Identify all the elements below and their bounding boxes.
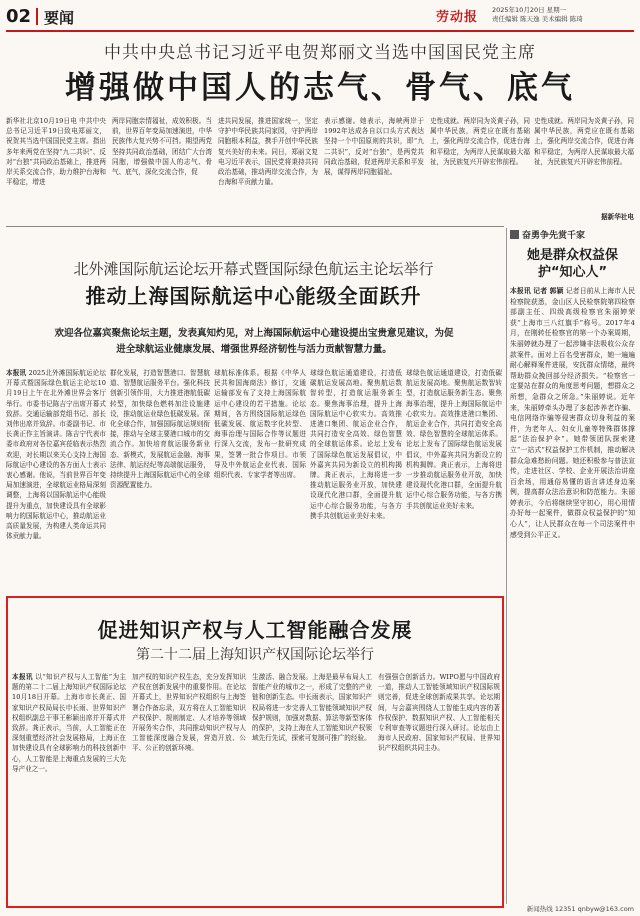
header-meta-date: 2025年10月20日 星期一 <box>492 6 567 14</box>
article2-column: 本报讯 2025北外滩国际航运论坛开幕式暨国际绿色航运主论坛10月19日上午在北外滩世界会客厅举行。市委书记陈吉宁出席开幕式致辞。交通运输部党组书记、部长刘伟出席并致辞。市委副书记、市长龚正作主旨演讲。陈吉宁代表市委市政府对各位嘉宾莅临表示热烈欢迎，对长期以来关心支持上海国际航运中心建设的各方面人士表示衷心感谢。他说，当前世界百年变局加速演进，全球航运业格局深刻调整，上海将以国际航运中心能级提升为重点，加快建设具有全球影响力的国际航运中心，推动航运业高质量发展，为构建人类命运共同体贡献力量。 <box>6 369 106 541</box>
article2-column: 球绿色航运通道建设，打造低碳航运发展高地。聚焦航运数智转型，打造航运服务新生态。聚焦海事治理，提升上海国际航运中心软实力。高效推进港口集团、航运企业合作，共同打造安全高效、绿色智慧的全球航运体系。论坛上发布了国际绿色航运发展倡议，中外嘉宾共同为新设立的机构揭牌。龚正表示，上海将进一步推动航运服务业开放，加快建设现代化港口群，全面提升航运中心综合服务功能，与各方携手共创航运业美好未来。 <box>310 369 402 520</box>
right-section-header <box>510 228 635 242</box>
section-rule <box>6 226 504 227</box>
article1-column: 史性成就。两岸同为炎黄子孙，同属中华民族，两党应在既有基础上，强化两岸交流合作，促进台海和平稳定，为两岸人民谋取最大福祉，为民族复兴开辟宏伟前程。 <box>430 117 530 166</box>
page-header <box>6 4 634 30</box>
article3-column: 生激活、融合发展。上海是最早布局人工智能产业的城市之一，形成了完整的产业链和创新生态。申长雨表示，国家知识产权局将进一步完善人工智能领域知识产权保护规则，加强对数据、算法等新型客体的保护，支持上海在人工智能知识产权领域先行先试，探索可复制可推广的经验。 <box>252 673 372 743</box>
article2-headline: 推动上海国际航运中心能级全面跃升 <box>85 284 422 308</box>
article2-column: 球航标准体系。根据《中华人民共和国海商法》修订，交通运输部发布了支持上海国际航运中心建设的若干措施。论坛期间，各方围绕国际航运绿色低碳发展、航运数字化转型、海事治理与国际合作等议题进行深入交流，发布一批研究成果，签署一批合作项目。市领导及中外航运企业代表、国际组织代表、专家学者等出席。 <box>214 369 306 480</box>
article3-column: 加产权的知识产权生态，充分发挥知识产权在创新发展中的重要作用。在论坛开幕式上，世界知识产权组织与上海签署合作备忘录，双方将在人工智能知识产权保护、规则制定、人才培养等领域开展务实合作，共同推动知识产权与人工智能深度融合发展，营造开放、公平、公正的创新环境。 <box>132 673 246 753</box>
article3-column: 有强强合创新活力。WIPO愿与中国政府一道，推动人工智能领域知识产权国际规则完善，促进全球创新成果共享。论坛期间，与会嘉宾围绕人工智能生成内容的著作权保护、数据知识产权、人工智能相关专利审查等议题进行深入研讨。论坛由上海市人民政府、国家知识产权局、世界知识产权组织共同主办。 <box>378 673 500 753</box>
article3-headline: 促进知识产权与人工智能融合发展 <box>97 618 413 642</box>
article1-kicker: 中共中央总书记习近平电贺郑丽文当选中国国民党主席 <box>104 43 536 63</box>
right-section-label: 奋勇争先赏千家 <box>522 231 586 241</box>
masthead-logo: 劳动报 <box>436 10 479 25</box>
article1-column: 进共同发展，推进国家统一，坚定守护中华民族共同家园，守护两岸同胞根本利益，携手开创中华民族复兴美好的未来。同日，郑丽文复电习近平表示，国民党将秉持共同政治基础，推动两岸交流合作，为台海和平贡献力量。 <box>218 117 318 187</box>
article2-kicker: 北外滩国际航运论坛开幕式暨国际绿色航运主论坛举行 <box>73 260 434 278</box>
right-article-body: 本报讯 记者 郭颖 记者日前从上海市人民检察院获悉，金山区人民检察院第四检察部副主任、四级高级检察官朱丽婷荣获“上海市三八红旗手”称号。2017年4月，在刚转任检察官的第一个办案周期，朱丽婷就办理了一起涉嫌非法吸收公众存款案件。面对上百名受害群众，她一遍遍耐心解释案件进展，安抚群众情绪，最终帮助群众挽回部分经济损失。“检察官一定要站在群众的角度思考问题，想群众之所想，急群众之所急。”朱丽婷说。近年来，朱丽婷牵头办理了多起涉养老诈骗、电信网络诈骗等侵害群众切身利益的案件，为老年人、妇女儿童等特殊群体撑起“法治保护伞”。她带领团队探索建立“一站式”权益保护工作机制，推动解决群众急难愁盼问题。她还积极参与普法宣传，走进社区、学校、企业开展法治讲座百余场，用通俗易懂的语言讲述身边案例，提高群众法治意识和防范能力。朱丽婷表示，今后将继续坚守初心，用心用情办好每一起案件，做群众权益保护的“知心人”，让人民群众在每一个司法案件中感受到公平正义。 <box>510 287 635 539</box>
article2-column: 球绿色航运通道建设，打造低碳航运发展高地。聚焦航运数智转型，打造航运服务新生态。聚焦海事治理，提升上海国际航运中心软实力。高效推进港口集团、航运企业合作，共同打造安全高效、绿色智慧的全球航运体系。论坛上发布了国际绿色航运发展倡议，中外嘉宾共同为新设立的机构揭牌。龚正表示，上海将进一步推动航运服务业开放，加快建设现代化港口群，全面提升航运中心综合服务功能，与各方携手共创航运业美好未来。 <box>406 369 502 510</box>
article1-column: 两岸同胞亲情福祉，成效积极。当前，世界百年变局加速演进，中华民族伟大复兴势不可挡。期望两党坚持共同政治基础，团结广大台湾同胞，增强做中国人的志气、骨气、底气，深化交流合作，促 <box>112 117 212 177</box>
section-name: 要闻 <box>44 9 75 27</box>
article3-kicker: 第二十二届上海知识产权国际论坛举行 <box>136 647 374 663</box>
article1-headline: 增强做中国人的志气、骨气、底气 <box>65 70 575 106</box>
article1-column: 史性成就。两岸同为炎黄子孙，同属中华民族，两党应在既有基础上，强化两岸交流合作，促进台海和平稳定，为两岸人民谋取最大福祉，为民族复兴开辟宏伟前程。 <box>534 117 634 166</box>
article1-column: 新华社北京10月19日电 中共中央总书记习近平19日致电郑丽文，祝贺其当选中国国民党主席。指出多年来两党在坚持“九二共识”、反对“台独”共同政治基础上，推进两岸关系交流合作，助力维护台海和平稳定，增进 <box>6 117 106 187</box>
page-footer: 新闻热线 12351 qnbyw@163.com <box>526 905 634 913</box>
column-divider <box>506 228 507 904</box>
header-rule <box>6 30 634 32</box>
header-meta <box>492 6 640 23</box>
section-marker-icon <box>510 230 519 239</box>
right-article-title: 她是群众权益保护“知心人” <box>526 248 618 280</box>
article2-column: 群化发展，打造智慧港口、智慧航道、智慧航运服务平台。强化科技创新引领作用，大力推进港航低碳转型，加快绿色燃料加注设施建设，推动航运业绿色低碳发展。深化全球合作，加强国际航运规则衔接，推动与全球主要港口城市的交流合作。加快培育航运服务新业态、新模式，发展航运金融、海事法律、航运经纪等高端航运服务，持续提升上海国际航运中心的全球资源配置能力。 <box>110 369 210 490</box>
header-divider <box>36 8 38 25</box>
article1-source: 据新华社电 <box>601 213 634 221</box>
page-number: 02 <box>6 6 32 27</box>
article2-summary: 欢迎各位嘉宾聚焦论坛主题，发表真知灼见，对上海国际航运中心建设提出宝贵意见建议，为促进全球航运业健康发展、增强世界经济韧性与活力贡献智慧力量。 <box>54 328 454 355</box>
article1-column: 表示感谢。她表示，海峡两岸于1992年达成各自以口头方式表达坚持一个中国原则的共识，即“九二共识”，反对“台独”，是两党共同政治基础，促进两岸关系和平发展，谋得两岸同胞福祉。 <box>324 117 424 177</box>
article3-column: 本报讯 以“知识产权与人工智能”为主题的第二十二届上海知识产权国际论坛10月18日开幕。上海市市长龚正、国家知识产权局局长申长雨、世界知识产权组织副总干事王彬颖出席并开幕式并致辞。龚正表示，当前，人工智能正在深刻重塑经济社会发展格局，上海正在加快建设具有全球影响力的科技创新中心，人工智能是上海重点发展的三大先导产业之一。 <box>12 673 126 773</box>
header-meta-editors: 责任编辑 陈天逸 美术编辑 陈琦 <box>492 14 583 23</box>
